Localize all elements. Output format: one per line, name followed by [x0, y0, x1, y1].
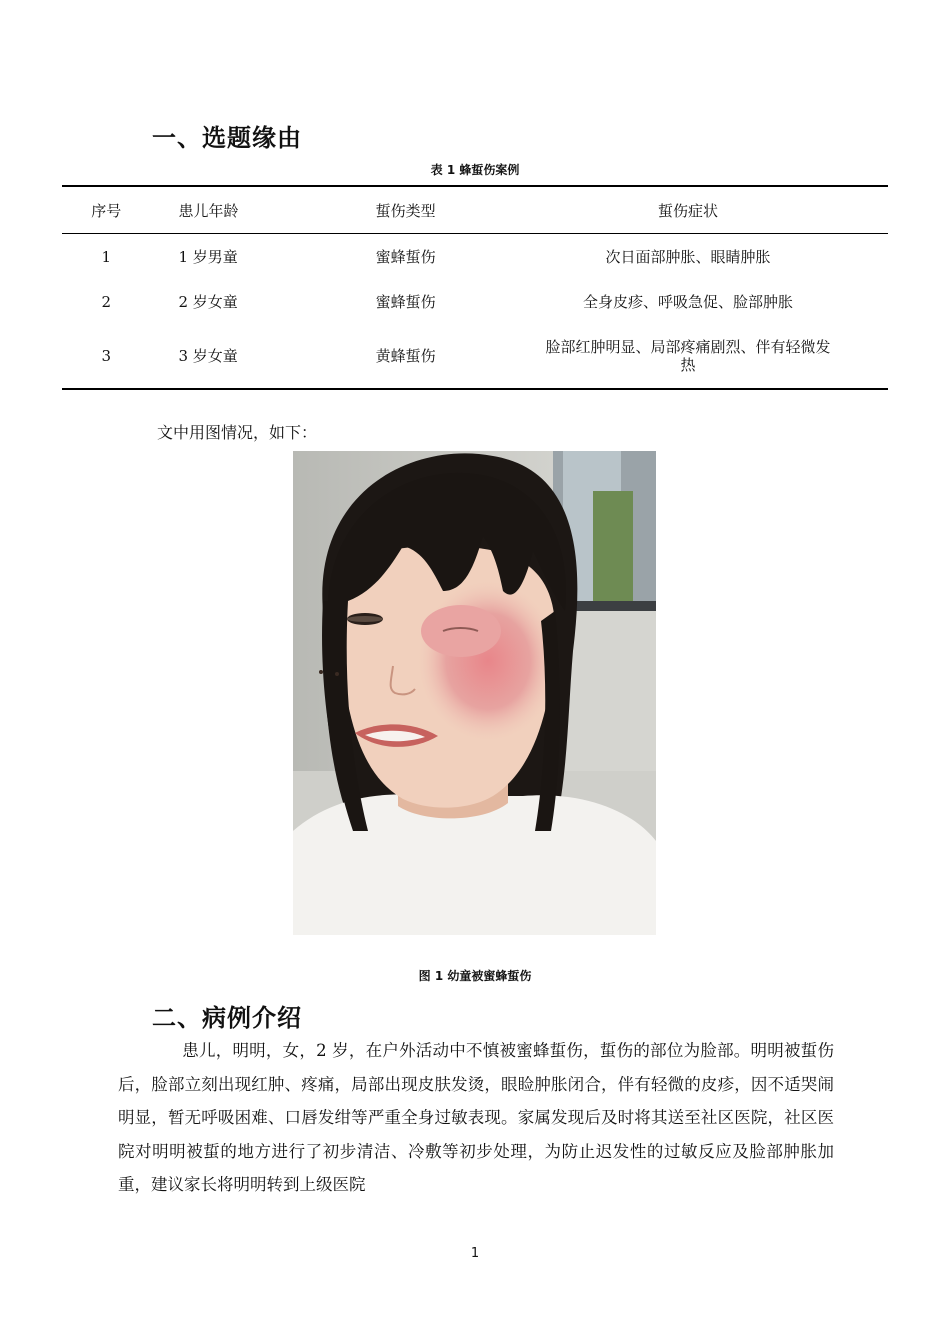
header-symptom: 蜇伤症状	[488, 186, 888, 234]
bee-sting-case-table	[62, 185, 888, 390]
cell-type: 蜜蜂蜇伤	[375, 292, 436, 311]
table-row	[62, 279, 888, 324]
cell-type: 蜜蜂蜇伤	[375, 247, 436, 266]
table-header-row	[62, 186, 888, 234]
cell-symptom	[488, 279, 888, 324]
section-2-heading: 二、病例介绍	[152, 1004, 302, 1032]
page-number: 1	[470, 1246, 480, 1261]
table-row	[62, 234, 888, 280]
cell-age: 2 岁女童	[178, 292, 238, 311]
cell-type: 黄蜂蜇伤	[375, 347, 436, 365]
cell-age: 1 岁男童	[178, 247, 238, 266]
cell-no: 2	[101, 292, 112, 311]
cell-age: 3 岁女童	[178, 347, 238, 365]
cell-symptom	[488, 234, 888, 280]
cell-symptom	[488, 324, 888, 389]
figure-caption: 图 1 幼童被蜜蜂蜇伤	[418, 969, 532, 983]
header-type: 蜇伤类型	[323, 186, 488, 234]
child-face-photo	[293, 451, 656, 935]
cell-symptom-text: 次日面部肿胀、眼睛肿胀	[605, 247, 771, 266]
cell-no: 3	[101, 347, 112, 365]
header-no: 序号	[62, 186, 151, 234]
section-1-heading: 一、选题缘由	[152, 124, 302, 152]
cell-no: 1	[101, 247, 112, 266]
cell-symptom-text: 全身皮疹、呼吸急促、脸部肿胀	[582, 292, 793, 311]
header-age: 患儿年龄	[151, 186, 324, 234]
table-caption: 表 1 蜂蜇伤案例	[430, 163, 520, 177]
figure-intro-text: 文中用图情况，如下：	[157, 423, 318, 442]
photo-illustration	[293, 451, 656, 935]
case-description-text: 患儿，明明，女，2 岁，在户外活动中不慎被蜜蜂蜇伤，蜇伤的部位为脸部。明明被蜇伤后，脸部立刻出现红肿、疼痛，局部出现皮肤发烫，眼睑肿胀闭合，伴有轻微的皮疹，因不适哭闹明显，暂无呼吸困难、口唇发绀等严重全身过敏表现。家属发现后及时将其送至社区医院，社区医院对明明被蜇的地方进行了初步清洁、冷敷等初步处理，为防止迟发性的过敏反应及脸部肿胀加重，建议家长将明明转到上级医院	[118, 1041, 834, 1194]
cell-symptom-text: 脸部红肿明显、局部疼痛剧烈、伴有轻微发热	[545, 338, 831, 374]
case-description-paragraph	[118, 1034, 834, 1202]
table-row	[62, 324, 888, 389]
